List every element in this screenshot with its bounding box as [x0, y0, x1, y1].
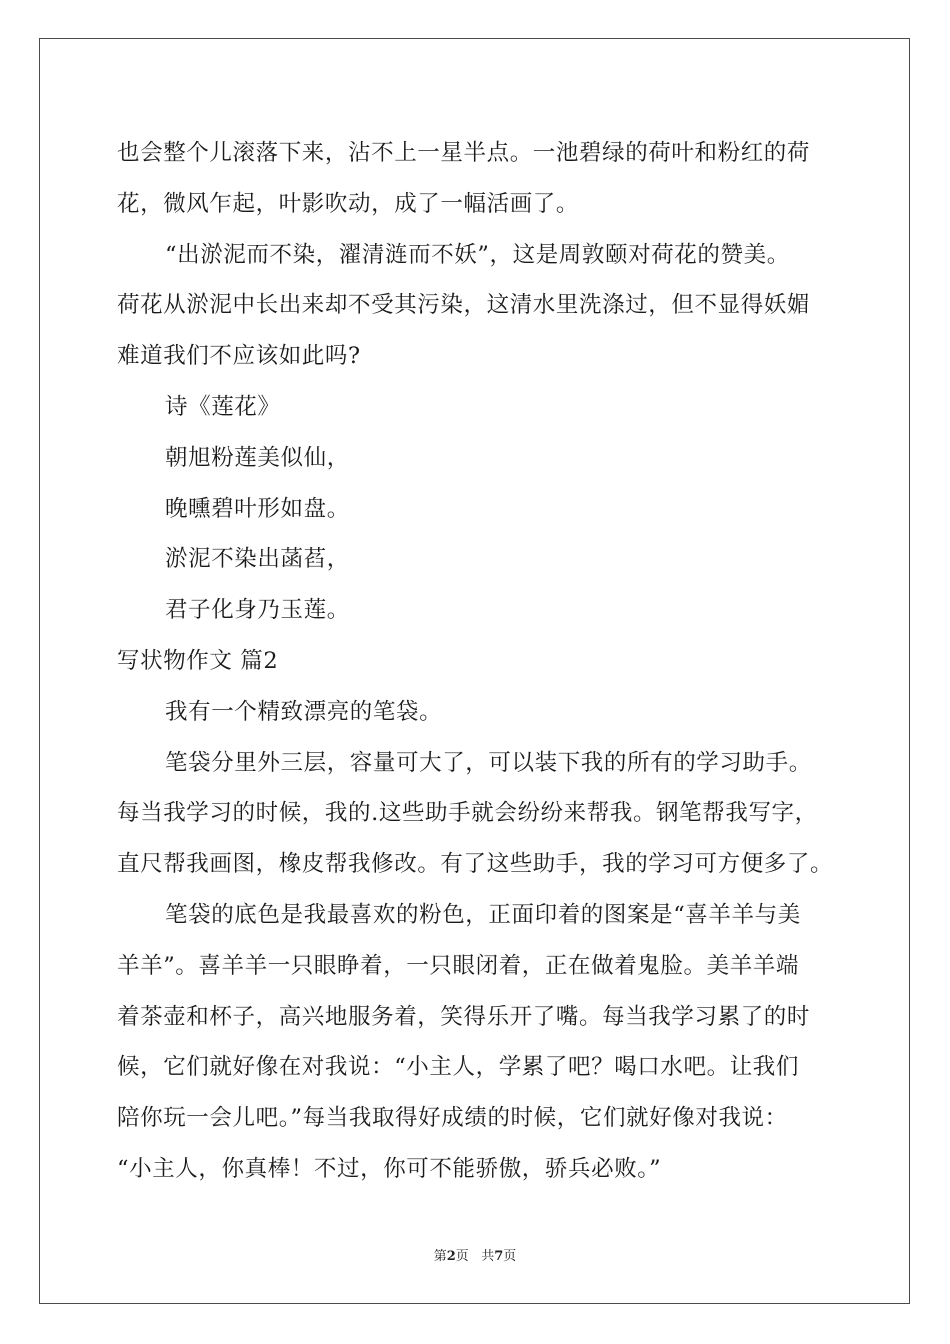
text-line: 晚曛碧叶形如盘。	[165, 495, 350, 522]
text-line: 着茶壶和杯子，高兴地服务着，笑得乐开了嘴。每当我学习累了的时	[117, 1003, 811, 1030]
total-suffix: 页	[503, 1249, 517, 1264]
text-line: 直尺帮我画图，橡皮帮我修改。有了这些助手，我的学习可方便多了。	[117, 851, 834, 878]
text-line: 花，微风乍起，叶影吹动，成了一幅活画了。	[117, 190, 580, 217]
text-line: 诗《莲花》	[165, 393, 281, 420]
text-line: 难道我们不应该如此吗?	[117, 343, 361, 370]
text-line: 我有一个精致漂亮的笔袋。	[165, 698, 443, 725]
total-pages: 7	[494, 1249, 504, 1264]
text-line: 陪你玩一会儿吧。”每当我取得好成绩的时候，它们就好像对我说：	[117, 1105, 788, 1132]
text-line: 荷花从淤泥中长出来却不受其污染，这清水里洗涤过，但不显得妖媚	[117, 292, 811, 319]
page-footer	[0, 1245, 950, 1264]
text-line: 君子化身乃玉莲。	[165, 597, 350, 624]
page-prefix: 第	[433, 1249, 447, 1264]
text-line: “出淤泥而不染，濯清涟而不妖”，这是周敦颐对荷花的赞美。	[165, 241, 790, 268]
total-prefix: 共	[481, 1249, 495, 1264]
text-line: 每当我学习的时候，我的.这些助手就会纷纷来帮我。钢笔帮我写字，	[117, 800, 818, 827]
page-suffix: 页	[455, 1249, 469, 1264]
text-line: 朝旭粉莲美似仙，	[165, 444, 350, 471]
page-number: 2	[446, 1249, 456, 1264]
text-line: “小主人，你真棒！不过，你可不能骄傲，骄兵必败。”	[117, 1155, 662, 1182]
text-line: 写状物作文 篇2	[117, 647, 279, 674]
document-body	[117, 128, 837, 1195]
text-line: 也会整个儿滚落下来，沾不上一星半点。一池碧绿的荷叶和粉红的荷	[117, 140, 811, 166]
text-line: 候，它们就好像在对我说：“小主人，学累了吧？喝口水吧。让我们	[117, 1054, 800, 1081]
text-line: 羊羊”。喜羊羊一只眼睁着，一只眼闭着，正在做着鬼脸。美羊羊端	[117, 952, 800, 979]
text-line: 淤泥不染出菡萏，	[165, 546, 350, 573]
text-line: 笔袋的底色是我最喜欢的粉色，正面印着的图案是“喜羊羊与美	[165, 901, 801, 928]
text-line: 笔袋分里外三层，容量可大了，可以装下我的所有的学习助手。	[165, 749, 812, 776]
